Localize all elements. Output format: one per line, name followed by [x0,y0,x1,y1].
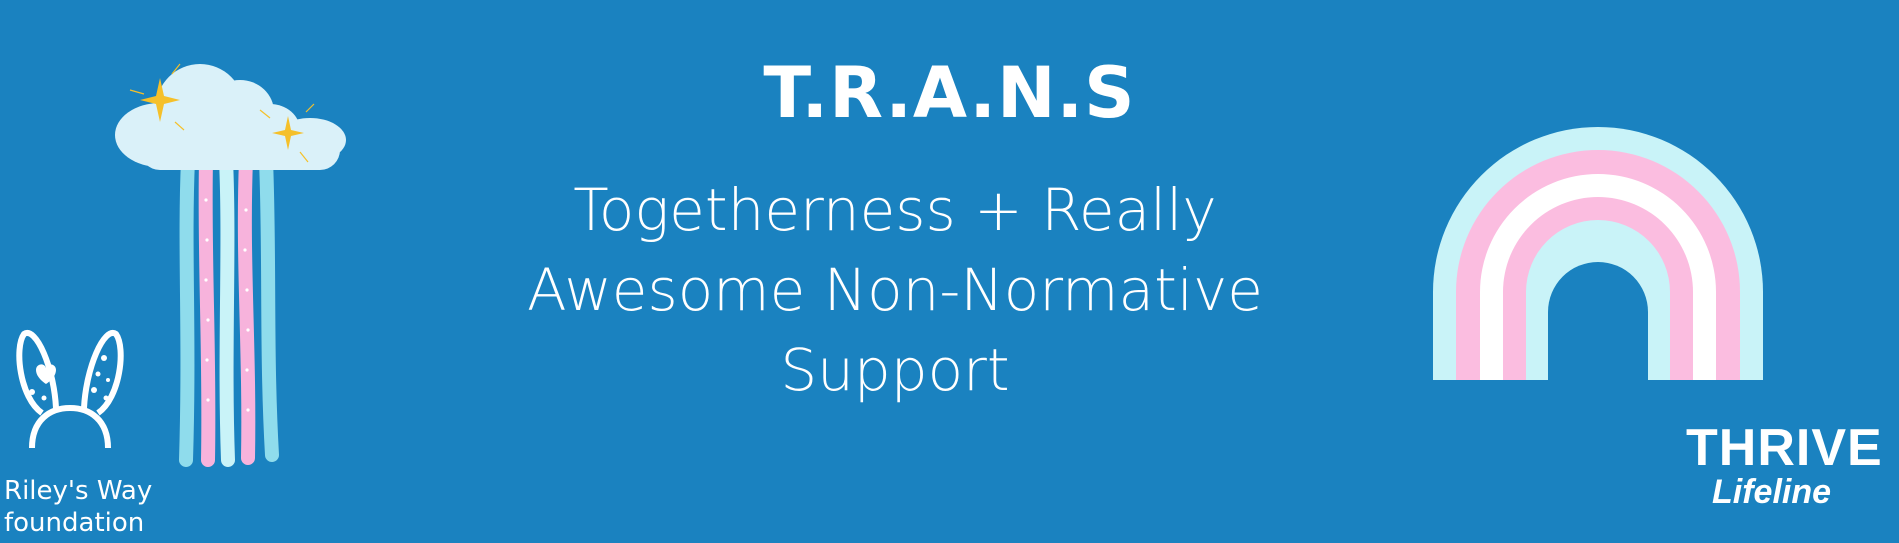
riley-line-2: foundation [4,508,145,538]
subtitle-line-3: Support [780,336,1010,404]
page-title: T.R.A.N.S [763,52,1136,134]
thrive-logo-tagline: Lifeline [1712,473,1832,511]
rileys-way-logo [4,475,152,539]
subtitle-line-1: Togetherness + Really [573,176,1217,244]
trans-flag-rainbow-icon [1428,122,1768,382]
bunny-ears-icon [14,328,134,458]
subtitle [440,170,1350,410]
subtitle-line-2: Awesome Non-Normative [527,256,1263,324]
thrive-logo-name: THRIVE [1686,419,1883,477]
rainbow-cloud-icon [100,30,360,470]
riley-line-1: Riley's Way [4,476,153,506]
